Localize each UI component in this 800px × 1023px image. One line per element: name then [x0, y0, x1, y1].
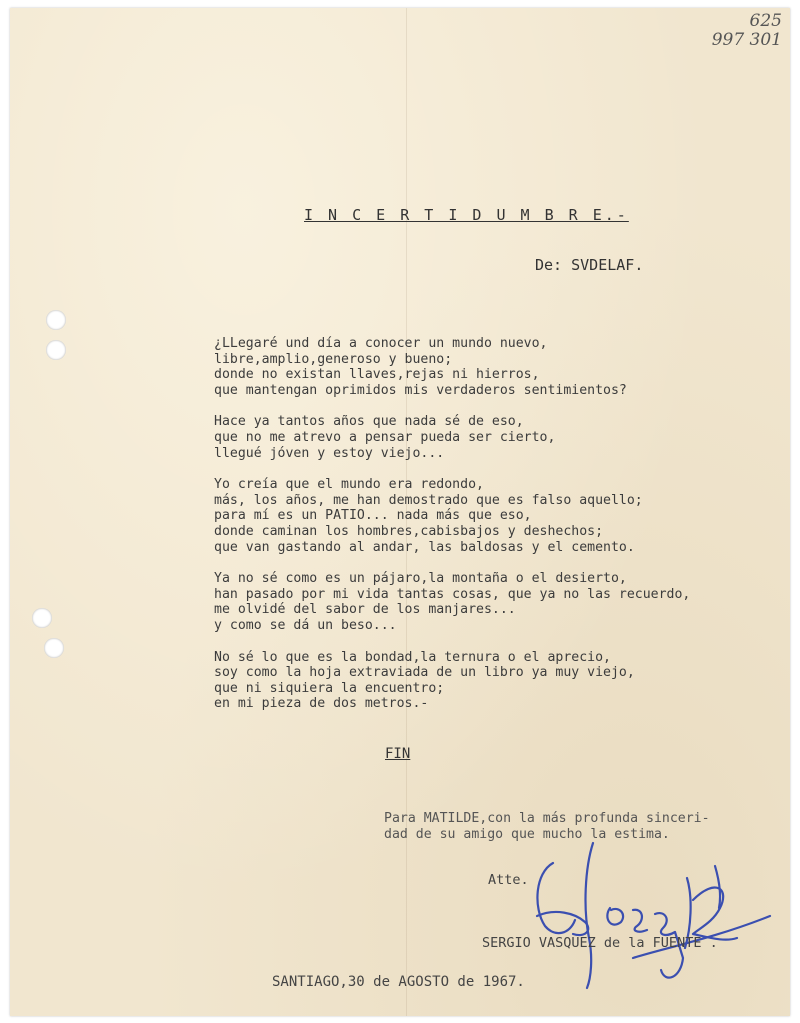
poem-line: y como se dá un beso... — [214, 617, 397, 633]
stanza — [214, 477, 794, 555]
poem-author: De: SVDELAF. — [535, 256, 644, 274]
punch-hole-icon — [44, 638, 64, 658]
poem-line: que ni siquiera la encuentro; — [214, 680, 445, 696]
poem-line: más, los años, me han demostrado que es falso aquello; — [214, 492, 643, 508]
poem-line: libre,amplio,generoso y bueno; — [214, 351, 453, 367]
poem-line: que no me atrevo a pensar pueda ser cierto, — [214, 429, 556, 445]
punch-hole-icon — [32, 608, 52, 628]
poem-line: que mantengan oprimidos mis verdaderos sentimientos? — [214, 382, 627, 398]
dedication-line: dad de su amigo que mucho la estima. — [384, 827, 670, 842]
poem-line: donde no existan llaves,rejas ni hierros, — [214, 367, 540, 383]
poem-line: donde caminan los hombres,cabisbajos y deshechos; — [214, 523, 604, 539]
signer-name: SERGIO VASQUEZ de la FUENTE . — [482, 935, 718, 951]
punch-hole-icon — [46, 340, 66, 360]
poem-line: me olvidé del sabor de los manjares... — [214, 602, 516, 618]
poem-line: soy como la hoja extraviada de un libro ya muy viejo, — [214, 665, 635, 681]
archive-number — [712, 12, 782, 50]
stanza — [214, 571, 794, 633]
punch-hole-icon — [46, 310, 66, 330]
poem-line: ¿LLegaré und día a conocer un mundo nuevo, — [214, 336, 548, 351]
archive-number-line1: 625 — [749, 11, 782, 31]
poem-line: para mí es un PATIO... nada más que eso, — [214, 508, 532, 524]
poem-title: I N C E R T I D U M B R E.- — [304, 206, 629, 224]
closing-salutation: Atte. — [488, 872, 529, 888]
poem-line: Yo creía que el mundo era redondo, — [214, 477, 484, 493]
poem-end-mark: FIN — [385, 746, 411, 762]
poem-line: en mi pieza de dos metros.- — [214, 696, 429, 712]
handwritten-signature-icon — [515, 838, 775, 993]
poem-body — [214, 336, 794, 728]
poem-line: No sé lo que es la bondad,la ternura o el aprecio, — [214, 649, 611, 665]
place-and-date: SANTIAGO,30 de AGOSTO de 1967. — [272, 974, 525, 990]
poem-line: Ya no sé como es un pájaro,la montaña o el desierto, — [214, 571, 627, 587]
document-page — [10, 8, 790, 1016]
poem-line: llegué jóven y estoy viejo... — [214, 445, 445, 461]
dedication-line: Para MATILDE,con la más profunda sinceri- — [384, 811, 710, 826]
poem-line: que van gastando al andar, las baldosas y el cemento. — [214, 539, 635, 555]
stanza — [214, 414, 794, 461]
poem-line: Hace ya tantos años que nada sé de eso, — [214, 414, 524, 430]
stanza — [214, 650, 794, 712]
archive-number-line2: 997 301 — [711, 30, 782, 50]
stanza — [214, 336, 794, 398]
poem-line: han pasado por mi vida tantas cosas, que ya no las recuerdo, — [214, 586, 691, 602]
